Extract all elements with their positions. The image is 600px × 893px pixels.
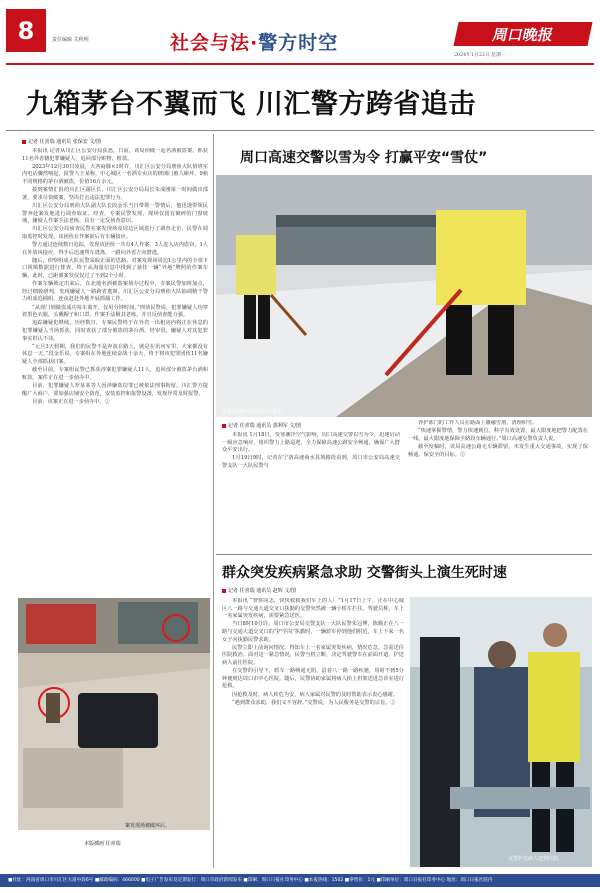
article3-paragraph: 当日8时10分许，周口市公安局交警支队一大队民警朱冠博、陈腾正在八一路与交通大道交叉口的“护学岗”执勤时，一辆轿车停到他们附近，车上下来一名女子向执勤民警求助。 bbox=[222, 621, 404, 643]
section-title bbox=[170, 28, 338, 55]
hospital-escort-photo bbox=[410, 597, 592, 867]
main-headline: 九箱茅台不翼而飞 川汇警方跨省追击 bbox=[26, 89, 476, 120]
crime-scene-caption: 案发现场被破坏后。 bbox=[125, 823, 171, 829]
article2-byline bbox=[222, 422, 301, 429]
section-suffix: 警方时空 bbox=[258, 32, 339, 54]
main-article-paragraph: 接到案情汇报的川汇区副区长、川汇区公安分局局长朱成刚第一时间做出部署，要求尽快破案，坚决打击违法犯罪行为。 bbox=[22, 187, 208, 201]
article2-paragraph: 养护部门的工作人员在路面上撒融雪剂，清理积雪。 bbox=[418, 420, 538, 426]
article2-column-1 bbox=[222, 432, 400, 548]
page-number: 8 bbox=[6, 9, 46, 52]
main-article-paragraph: 追踪嫌疑犯继续，历经数日，专案民警终于在外省一出租房内将正在休息的犯罪嫌疑人当场抓获，同时查获了部分被盗的茅台酒。经审讯，嫌疑人对其犯罪事实供认不讳。 bbox=[22, 320, 208, 342]
article3-headline-part-a: 群众突发疾病紧急求助 bbox=[222, 565, 362, 581]
article2-divider bbox=[216, 554, 592, 555]
main-article-paragraph: 本报讯 记者从川汇区公安分局获悉，日前，该局侦破一起名酒被盗案，抓获11名外省籍犯罪嫌疑人，追回部分赃物、赃款。 bbox=[22, 148, 208, 162]
byline-marker-icon bbox=[22, 140, 26, 144]
article2-column-2 bbox=[408, 420, 588, 548]
article2-paragraph: “快速掌握警情，警力快速到位，科学有效处置，最大限度地把警力配置在一线、最大限度地保障全路段车辆通行。”周口高速交警负责人说。 bbox=[408, 428, 588, 442]
article3-paragraph: 因抢救及时，病人转危为安，病人家属对民警的及时帮助表示衷心感谢。 bbox=[232, 691, 399, 698]
crime-scene-photo bbox=[18, 598, 210, 830]
main-article-paragraph: “元旦3天假期，我们的民警不是奔波在路上，就是在讯问室里，大家都没有休息一天。”段金乐说，专案组在外地连续奋战十余天，终于将该犯罪团伙11名嫌疑人全部抓获归案。 bbox=[22, 343, 208, 365]
snow-clearing-photo bbox=[216, 175, 592, 417]
article2-paragraph: 本报讯 1月18日，受寒潮冷空气影响，周口高速交警以雪为令，迅速启动一级应急响应，组织警力上路巡逻，全力保障高速公路安全畅通，确保广大群众平安出行。 bbox=[222, 432, 400, 454]
hospital-photo-caption: 交警护送病人送到医院。 bbox=[508, 856, 564, 862]
main-article-paragraph: 目前，犯罪嫌疑人罗某某等人因涉嫌盗窃罪已被依法刑事拘留。川汇警方提醒广大商户，要加强店铺安全防范，安装监控和报警设备，发现异常及时报警。 bbox=[22, 382, 208, 397]
article2-headline-part-a: 周口高速交警以雪为令 bbox=[240, 150, 380, 166]
main-article-paragraph: 川汇区公安分局刑侦大队副大队长段金乐当日带领一警情后，他迅速带领民警奔赴案发地进行调查取证。经查，专案民警发现，现场仅留有破碎的门窗玻璃，嫌疑人作案手法老练，具有一定反侦查意识。 bbox=[22, 202, 208, 225]
article2-paragraph: 截至发稿时，该局高速公路无车辆滞留，未发生重大交通事故，实现了保畅通、保安全的目标。② bbox=[408, 443, 588, 458]
main-article-paragraph: 作案车辆锁定出来后，在北地名酒被盗案侦办过程中，专案民警加班加点，经过细致研判，发现嫌疑人一路跨省逃窜。川汇区公安分局刑侦大队抽调精干警力组成追捕组，连夜赶赴外地开展抓捕工作。 bbox=[22, 281, 208, 303]
main-byline bbox=[22, 138, 101, 145]
article3-paragraph: 民警立即上前询问情况，得知车上一名家属突发疾病，情况危急，急需送往医院救治。面对这一紧急情况，民警当机立断，决定驾驶警车在前面开道，护送病人前往医院。 bbox=[222, 644, 404, 666]
headline-divider bbox=[6, 130, 594, 131]
main-article-body bbox=[22, 148, 208, 592]
article3-paragraph: “遇到群众求助，我们义不容辞。”交警说，为人民服务是交警的宗旨。② bbox=[232, 699, 396, 706]
article2-headline bbox=[240, 147, 487, 167]
article3-paragraph: 本报讯 “警察同志，快快救救我们车上的人！”1月17日上午，正在中心城区八一路与交通大道交叉口执勤的交警突然被一辆小轿车拦住。驾驶员称，车上一名家属突发疾病，需要紧急送医。 bbox=[222, 598, 404, 620]
page-illustrator-note: 本版插画 任喜瑞 bbox=[84, 841, 121, 847]
newspaper-logo: 周口晚报 bbox=[453, 22, 592, 46]
issue-date: 2024年1月22日 星期一 bbox=[454, 53, 506, 58]
article2-byline-text: 记者 任喜瑞 通讯员 郭利军 文/图 bbox=[228, 423, 302, 429]
main-article-paragraph: 目前，该案正在进一步侦办中。② bbox=[32, 398, 110, 405]
main-article-paragraph: 截至目前，专案组民警已抓获涉案犯罪嫌疑人11人，追回部分被盗茅台酒和赃款。案件正在进一步侦办中。 bbox=[22, 367, 208, 381]
main-article-paragraph: 2023年12月30日凌晨，大客商滕×1时许，川汇区公安分局刑侦大队值班室内电话骤然响起，报警人王某称，中心城区一名酒专卖店的玻璃门被人砸坏，9箱不同规格的茅台酒被盗，价值16万余元。 bbox=[22, 163, 208, 185]
column-divider bbox=[213, 134, 214, 868]
section-prefix: 社会与法· bbox=[170, 32, 259, 54]
article3-byline bbox=[222, 587, 296, 594]
main-article-paragraph: “从现门到做盗成功每车离开，仅用分钟时间。”刑侦民警说，犯罪嫌疑人均穿着黑色衣服，头戴帽子和口罩，作案手法极其老练，并且反侦查能力强。 bbox=[22, 304, 208, 319]
main-article-paragraph: 随后，侦察组成大队民警采取正面的思路，对案发现场周边1公里内的全部卡口视频数据进行排查，终于从海量信息中找到了悬挂一辆“外地”牌照的作案车辆。此时，已距离案发仅仅过了不到2个小时。 bbox=[22, 257, 208, 280]
article2-paragraph: 1月19日9时，记者在宁洛高速商水县境路段看到，周口市公安局高速交警支队一大队民警与 bbox=[222, 455, 400, 469]
snow-photo-caption: 民警清理积雪除冰后行驶中。 bbox=[222, 409, 288, 415]
footer-bar: ■社址：河南省周口市川汇区大道中段6号 ■邮政编码：466000 ■电子广告发布及定期发行：周口市政府新闻发布 ■印刷：周口日报社印务中心 ■本报热线：1502 ■零售价：1元 ■印刷单位：周口日报社印务中心 地址：周口日报社院内 bbox=[0, 874, 600, 887]
header-rule bbox=[6, 63, 594, 65]
byline-marker-icon bbox=[222, 424, 226, 428]
page-editors: 责任编辑 关秋明 bbox=[52, 37, 89, 43]
article3-byline-text: 记者 任喜瑞 通讯员 赵辉 文/图 bbox=[228, 588, 297, 594]
article3-headline bbox=[222, 562, 507, 582]
article3-body bbox=[222, 598, 404, 864]
main-article-paragraph: 警方通过连续数日追踪，发现该团伙一共有4人作案，3人进入店内盗窃，1人在外放风接应，得手后迅速驾车逃离，一路向外省方向潜逃。 bbox=[22, 242, 208, 256]
article2-headline-part-b: 打赢平安“雪仗” bbox=[384, 150, 488, 166]
main-byline-text: 记者 任喜瑞 通讯员 张保安 文/图 bbox=[28, 139, 102, 145]
main-article-paragraph: 川汇区公安分局侦查民警在案发现场及周边区域进行了调查走访，民警在调取监控时发现，该团伙在作案前后有车辆接应。 bbox=[22, 226, 208, 240]
byline-marker-icon bbox=[222, 589, 226, 593]
article3-paragraph: 在交警的引导下，轿车一路畅通无阻，沿着八一路一路疾驰，用时不到5分钟便到达周口市中心医院。随后，民警协助家属将病人抬上担架送进急诊室进行抢救。 bbox=[222, 668, 404, 690]
article3-headline-part-b: 交警街头上演生死时速 bbox=[366, 565, 507, 581]
